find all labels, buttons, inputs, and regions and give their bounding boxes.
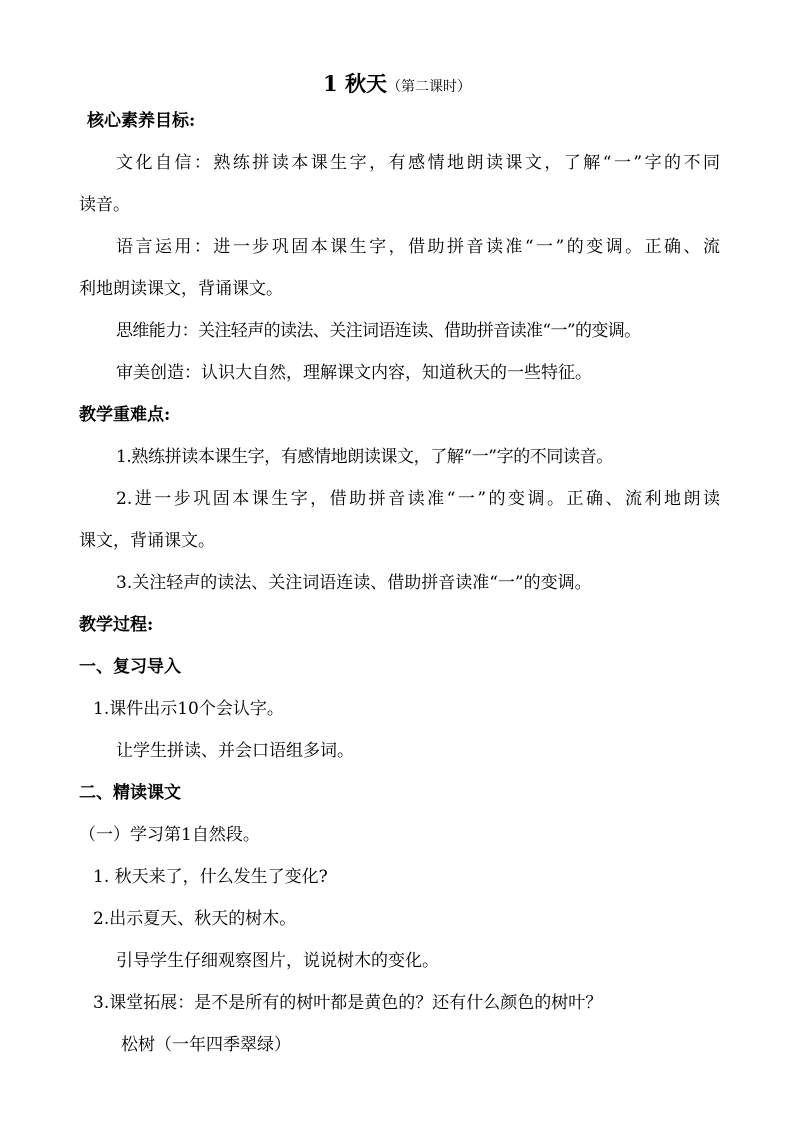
key-point-3: 3.关注轻声的读法、关注词语连读、借助拼音读准“一”的变调。 xyxy=(116,573,592,593)
part1-item1-note: 让学生拼读、并会口语组多词。 xyxy=(116,741,354,761)
lesson-title-main: 1 秋天 xyxy=(323,71,387,96)
goal-culture-line2: 读音。 xyxy=(79,195,130,215)
key-point-2-line1: 2.进一步巩固本课生字，借助拼音读准“一”的变调。正确、流利地朗读 xyxy=(116,489,720,509)
lesson-title-subtitle: （第二课时） xyxy=(386,79,471,95)
goal-language-line2: 利地朗读课文，背诵课文。 xyxy=(79,279,283,299)
part2-item1: 1. 秋天来了，什么发生了变化? xyxy=(93,867,328,887)
key-point-2-line2: 课文，背诵课文。 xyxy=(79,531,215,551)
goal-culture-line1: 文化自信：熟练拼读本课生字，有感情地朗读课文，了解“一”字的不同 xyxy=(116,153,720,173)
process-heading: 教学过程: xyxy=(79,615,154,635)
goal-thinking: 思维能力：关注轻声的读法、关注词语连读、借助拼音读准“一”的变调。 xyxy=(116,321,641,341)
part2-subsection-1: （一）学习第1自然段。 xyxy=(79,825,260,845)
lesson-title xyxy=(0,68,794,98)
key-points-heading: 教学重难点: xyxy=(79,405,171,425)
part2-heading: 二、精读课文 xyxy=(79,783,181,803)
goal-language-line1: 语言运用：进一步巩固本课生字，借助拼音读准“一”的变调。正确、流 xyxy=(116,237,720,257)
part2-item3-note: 松树（一年四季翠绿） xyxy=(121,1035,291,1055)
goal-aesthetic: 审美创造：认识大自然，理解课文内容，知道秋天的一些特征。 xyxy=(116,363,592,383)
part1-item1: 1.课件出示10个会认字。 xyxy=(93,699,284,719)
key-point-1: 1.熟练拼读本课生字，有感情地朗读课文，了解“一”字的不同读音。 xyxy=(116,447,613,467)
part2-item3: 3.课堂拓展：是不是所有的树叶都是黄色的？还有什么颜色的树叶？ xyxy=(93,993,603,1013)
part2-item2-note: 引导学生仔细观察图片，说说树木的变化。 xyxy=(116,951,439,971)
part1-heading: 一、复习导入 xyxy=(79,657,181,677)
goals-heading: 核心素养目标: xyxy=(87,111,196,131)
part2-item2: 2.出示夏天、秋天的树木。 xyxy=(93,909,297,929)
